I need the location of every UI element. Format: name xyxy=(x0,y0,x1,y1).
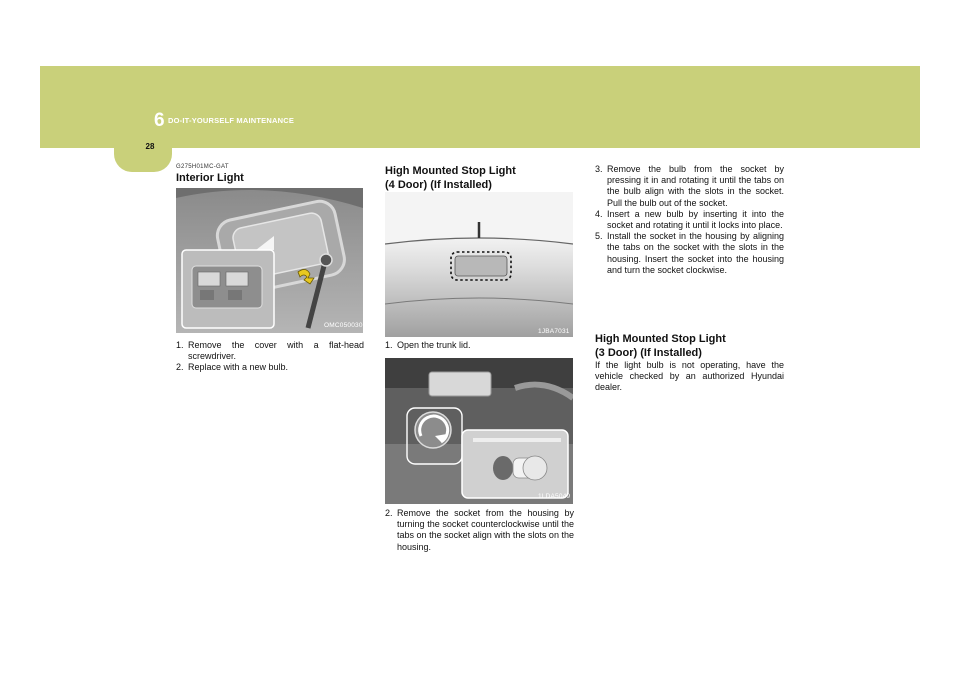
stop-light-step-2 xyxy=(385,508,574,553)
section-code: G275H01MC-GAT xyxy=(176,164,229,170)
list-item: 2. Remove the socket from the housing by turning the socket counterclockwise until the tabs on the socket align with the slots on the housing. xyxy=(385,508,574,552)
image-caption: OMC050030 xyxy=(324,322,363,329)
stop-light-steps-continued xyxy=(595,164,784,276)
list-item: 1. Open the trunk lid. xyxy=(385,340,471,350)
list-item: 1. Remove the cover with a flat-head screwdriver. xyxy=(176,340,364,362)
list-item: 5. Install the socket in the housing by aligning the tabs on the socket with the slots in the housing. Insert the socket into the housing and turn the socket clockwise. xyxy=(595,231,784,275)
list-item: 4. Insert a new bulb by inserting it into the socket and rotating it until it locks into place. xyxy=(595,208,784,231)
stop-light-3door-text: If the light bulb is not operating, have the vehicle checked by an authorized Hyundai dealer. xyxy=(595,360,784,393)
stop-light-step-1 xyxy=(385,340,574,351)
image-caption: 1LDA5049 xyxy=(538,493,571,500)
image-caption: 1JBA7031 xyxy=(538,328,570,335)
page-number: 28 xyxy=(145,142,155,151)
interior-light-heading: Interior Light xyxy=(176,172,244,184)
chapter-title: DO-IT-YOURSELF MAINTENANCE xyxy=(168,116,295,125)
interior-light-photo xyxy=(176,188,363,333)
socket-housing-photo xyxy=(385,358,573,504)
list-item: 2. Replace with a new bulb. xyxy=(176,362,289,373)
stop-light-3door-heading: High Mounted Stop Light (3 Door) (If Installed) xyxy=(595,333,726,359)
header-band xyxy=(40,66,920,148)
page-number-tab xyxy=(114,134,172,172)
chapter-number: 6 xyxy=(154,110,165,131)
trunk-lid-photo xyxy=(385,192,573,337)
interior-light-steps xyxy=(176,340,364,374)
stop-light-4door-heading: High Mounted Stop Light (4 Door) (If Installed) xyxy=(385,165,516,191)
list-item: 3. Remove the bulb from the socket by pressing it in and rotating it until the tabs on the bulb align with the slots in the socket. Pull the bulb out of the socket. xyxy=(595,164,784,208)
